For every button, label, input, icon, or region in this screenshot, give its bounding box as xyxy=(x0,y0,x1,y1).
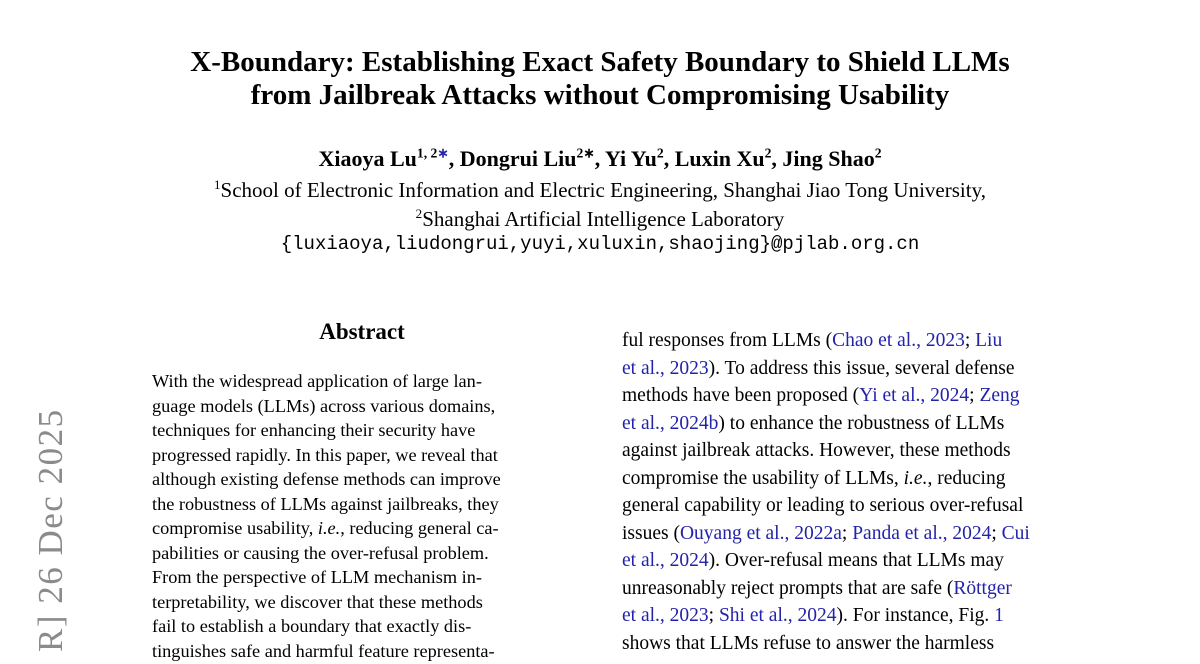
text-line xyxy=(152,492,549,517)
citation-link[interactable]: et al., 2023 xyxy=(622,605,709,627)
text-segment: 2 xyxy=(764,145,772,161)
citation-link[interactable]: Cui xyxy=(1001,522,1030,544)
citation-link[interactable]: Panda et al., 2024 xyxy=(852,522,992,544)
text-segment: From the perspective of LLM mechanism in- xyxy=(152,567,482,588)
text-segment: , reducing general ca- xyxy=(340,518,499,539)
text-segment: ; xyxy=(964,330,976,351)
citation-link[interactable]: Zeng xyxy=(979,385,1020,407)
text-segment: Shanghai Artificial Intelligence Laboratory xyxy=(422,207,785,231)
text-segment: general capability or leading to serious over-refusal xyxy=(622,495,1024,517)
text-line xyxy=(622,410,1058,438)
text-segment: 2 xyxy=(874,145,882,161)
paper-title-line-1: X-Boundary: Establishing Exact Safety Boundary to Shield LLMs xyxy=(190,46,1010,78)
citation-link[interactable]: Chao et al., 2023 xyxy=(832,330,965,351)
text-segment: , Yi Yu xyxy=(594,146,657,171)
text-segment: Xiaoya Lu xyxy=(318,146,417,171)
text-line xyxy=(622,437,1058,465)
text-segment: 2∗ xyxy=(576,145,595,161)
text-line xyxy=(622,520,1058,548)
citation-link[interactable]: Shi et al., 2024 xyxy=(718,605,837,627)
paper-title-line-2: from Jailbreak Attacks without Compromising Usability xyxy=(250,79,950,111)
text-segment: ful responses from LLMs ( xyxy=(622,330,833,351)
text-segment: ). Over-refusal means that LLMs may xyxy=(708,550,1004,572)
text-line xyxy=(152,614,549,639)
text-line xyxy=(622,547,1058,575)
paper-title xyxy=(0,46,1200,112)
arxiv-watermark: R] 26 Dec 2025 xyxy=(31,408,70,652)
text-segment: techniques for enhancing their security have xyxy=(152,420,476,441)
text-segment: 2 xyxy=(415,206,423,221)
text-line xyxy=(622,355,1058,383)
text-segment: compromise the usability of LLMs, xyxy=(622,467,904,489)
text-line xyxy=(152,590,549,615)
citation-link[interactable]: 1 xyxy=(994,605,1004,627)
text-segment: 2 xyxy=(656,145,664,161)
text-segment: shows that LLMs refuse to answer the harmless xyxy=(622,633,995,655)
right-column-text xyxy=(622,327,1058,658)
text-segment: fail to establish a boundary that exactly dis- xyxy=(152,616,472,637)
text-line xyxy=(152,541,549,566)
text-line xyxy=(152,418,549,443)
citation-link[interactable]: Ouyang et al., 2022a xyxy=(679,522,842,544)
text-segment: ) to enhance the robustness of LLMs xyxy=(718,412,1005,434)
abstract-text xyxy=(152,369,549,664)
text-segment: ; xyxy=(841,522,853,544)
text-segment: i.e. xyxy=(317,518,341,539)
text-segment: , reducing xyxy=(927,467,1006,489)
citation-link[interactable]: ∗ xyxy=(437,145,449,161)
abstract-heading: Abstract xyxy=(319,319,405,344)
text-line xyxy=(152,565,549,590)
citation-link[interactable]: et al., 2024b xyxy=(622,412,719,434)
citation-link[interactable]: Yi et al., 2024 xyxy=(859,385,970,407)
text-segment: the robustness of LLMs against jailbreaks, they xyxy=(152,493,499,514)
affiliation-line-2 xyxy=(0,206,1200,232)
email-line: {luxiaoya,liudongrui,yuyi,xuluxin,shaojing}@pjlab.org.cn xyxy=(280,233,920,255)
text-segment: 1 xyxy=(214,177,221,192)
citation-link[interactable]: Röttger xyxy=(953,577,1012,599)
text-segment: ; xyxy=(708,605,719,627)
text-line xyxy=(622,575,1058,603)
text-segment: ; xyxy=(969,385,980,407)
citation-link[interactable]: et al., 2023 xyxy=(622,357,709,379)
text-line xyxy=(152,443,549,468)
text-segment: tinguishes safe and harmful feature representa- xyxy=(152,641,495,662)
text-line xyxy=(152,369,549,394)
citation-link[interactable]: et al., 2024 xyxy=(622,550,709,572)
text-segment: , Jing Shao xyxy=(771,146,875,171)
authors-line xyxy=(0,146,1200,172)
text-segment: against jailbreak attacks. However, these methods xyxy=(622,440,1011,462)
text-segment: ). For instance, Fig. xyxy=(836,605,995,627)
text-line xyxy=(622,492,1058,520)
text-segment: i.e. xyxy=(903,467,928,489)
text-line xyxy=(622,602,1058,630)
text-segment: guage models (LLMs) across various domains, xyxy=(152,395,496,416)
text-segment: compromise usability, xyxy=(152,518,318,539)
text-segment: With the widespread application of large lan- xyxy=(152,371,482,391)
text-line xyxy=(152,516,549,541)
text-segment: progressed rapidly. In this paper, we reveal that xyxy=(152,444,498,465)
text-line xyxy=(622,630,1058,658)
text-line xyxy=(152,394,549,419)
text-segment: , Luxin Xu xyxy=(663,146,765,171)
text-segment: terpretability, we discover that these methods xyxy=(152,591,483,612)
text-segment: unreasonably reject prompts that are safe ( xyxy=(622,577,954,599)
text-segment: ). To address this issue, several defense xyxy=(708,357,1015,379)
text-segment: although existing defense methods can improve xyxy=(152,469,501,490)
text-segment: pabilities or causing the over-refusal problem. xyxy=(152,542,489,563)
text-segment: issues ( xyxy=(622,522,680,544)
text-line xyxy=(622,465,1058,493)
citation-link[interactable]: Liu xyxy=(975,330,1003,351)
text-line xyxy=(622,327,1058,355)
text-segment: ; xyxy=(991,522,1002,544)
text-segment: , Dongrui Liu xyxy=(448,146,577,171)
text-segment: methods have been proposed ( xyxy=(622,385,860,407)
text-line xyxy=(152,467,549,492)
text-segment: School of Electronic Information and Electric Engineering, Shanghai Jiao Tong University, xyxy=(220,178,986,202)
text-line xyxy=(622,382,1058,410)
text-line xyxy=(152,639,549,664)
affiliation-line-1 xyxy=(0,177,1200,203)
text-segment: 1, 2 xyxy=(416,145,438,161)
